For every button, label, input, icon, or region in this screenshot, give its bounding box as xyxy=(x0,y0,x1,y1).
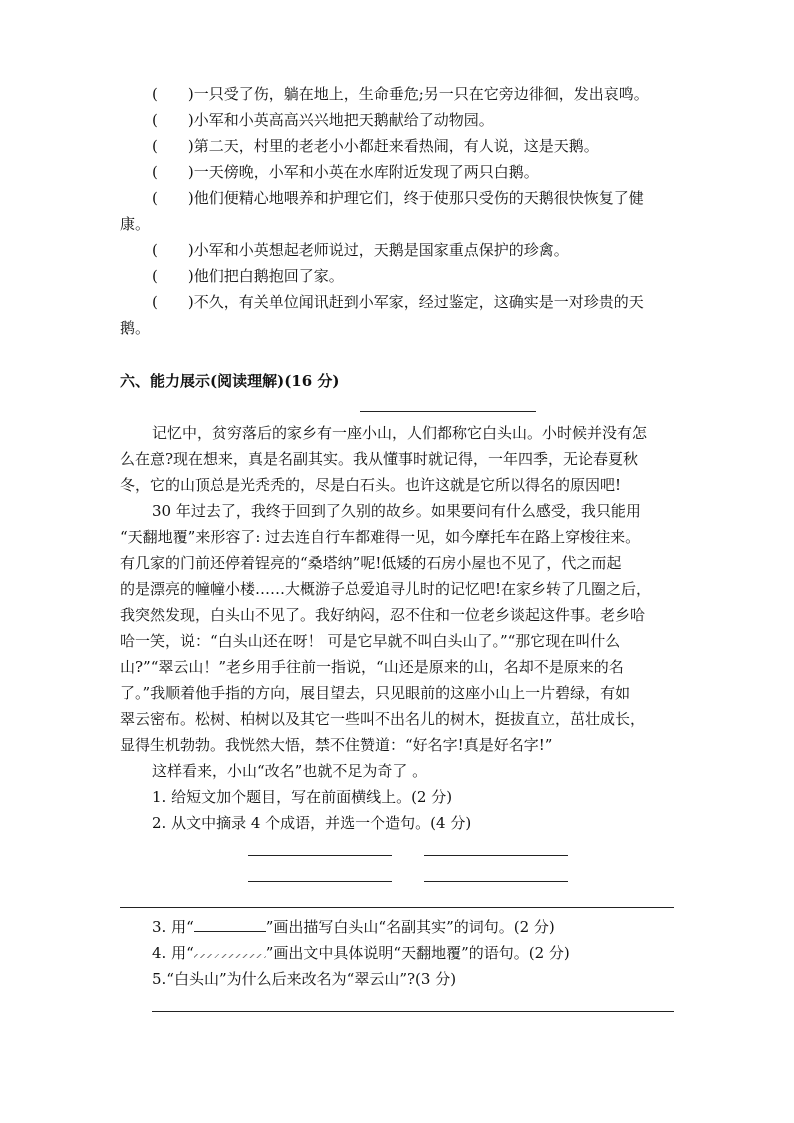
ordering-item-continuation: 鹅。 xyxy=(120,319,151,337)
passage-line: 30 年过去了，我终于回到了久别的故乡。如果要问有什么感受，我只能用 xyxy=(152,502,641,520)
passage-line: 么在意?现在想来，真是名副其实。我从懂事时就记得，一年四季，无论春夏秋 xyxy=(120,450,639,468)
idiom-answer-line[interactable] xyxy=(424,881,568,882)
ordering-item: ( )他们便精心地喂养和护理它们，终于使那只受伤的天鹅很快恢复了健 xyxy=(152,189,644,207)
passage-line: 的是漂亮的幢幢小楼……大概游子总爱追寻儿时的记忆吧!在家乡转了几圈之后， xyxy=(120,580,652,598)
question-4: 4. 用“ ”画出文中具体说明“天翻地覆”的语句。(2 分) xyxy=(152,944,570,962)
ordering-item-continuation: 康。 xyxy=(120,215,151,233)
ordering-item: ( )一天傍晚，小军和小英在水库附近发现了两只白鹅。 xyxy=(152,163,539,181)
question-2: 2. 从文中摘录 4 个成语，并选一个造句。(4 分) xyxy=(152,814,472,832)
question-3: 3. 用“ ”画出描写白头山“名副其实”的词句。(2 分) xyxy=(152,918,555,936)
title-answer-line[interactable] xyxy=(360,411,536,412)
section-title: 六、能力展示(阅读理解)(16 分) xyxy=(120,372,340,390)
passage-line: 冬，它的山顶总是光秃秃的，尽是白石头。也许这就是它所以得名的原因吧! xyxy=(120,476,622,494)
ordering-item: ( )小军和小英高高兴兴地把天鹅献给了动物园。 xyxy=(152,111,494,129)
passage-line: 显得生机勃勃。我恍然大悟，禁不住赞道：“好名字!真是好名字!” xyxy=(120,736,553,754)
passage-line: 山?”“翠云山！”老乡用手往前一指说，“山还是原来的山，名却不是原来的名 xyxy=(120,658,624,676)
idiom-answer-line[interactable] xyxy=(424,855,568,856)
question-1: 1. 给短文加个题目，写在前面横线上。(2 分) xyxy=(152,788,453,806)
ordering-item: ( )第二天，村里的老老小小都赶来看热闹，有人说，这是天鹅。 xyxy=(152,137,599,155)
passage-line: 我突然发现，白头山不见了。我好纳闷，忍不住和一位老乡谈起这件事。老乡哈 xyxy=(120,606,646,624)
sentence-answer-line[interactable] xyxy=(120,907,674,908)
straight-underline-sample xyxy=(194,917,266,932)
idiom-answer-line[interactable] xyxy=(248,881,392,882)
ordering-item: ( )小军和小英想起老师说过，天鹅是国家重点保护的珍禽。 xyxy=(152,241,569,259)
passage-line: 了。”我顺着他手指的方向，展目望去，只见眼前的这座小山上一片碧绿，有如 xyxy=(120,684,631,702)
passage-line: 哈一笑，说：“白头山还在呀！ 可是它早就不叫白头山了。”“那它现在叫什么 xyxy=(120,632,621,650)
passage-line: 翠云密布。松树、柏树以及其它一些叫不出名儿的树木，挺拔直立，茁壮成长， xyxy=(120,710,646,728)
passage-line: 有几家的门前还停着锃亮的“桑塔纳”呢!低矮的石房小屋也不见了，代之而起 xyxy=(120,554,622,572)
passage-line: 记忆中，贫穷落后的家乡有一座小山，人们都称它白头山。小时候并没有怎 xyxy=(152,424,648,442)
ordering-item: ( )一只受了伤，躺在地上，生命垂危;另一只在它旁边徘徊，发出哀鸣。 xyxy=(152,85,649,103)
passage-line: “天翻地覆”来形容了: 过去连自行车都难得一见，如今摩托车在路上穿梭往来。 xyxy=(120,528,641,546)
question-5: 5.“白头山”为什么后来改名为“翠云山”?(3 分) xyxy=(152,970,457,988)
passage-line: 这样看来，小山“改名”也就不足为奇了 。 xyxy=(152,762,428,780)
ordering-item: ( )不久，有关单位闻讯赶到小军家，经过鉴定，这确实是一对珍贵的天 xyxy=(152,293,644,311)
q5-answer-line[interactable] xyxy=(152,1011,674,1012)
idiom-answer-line[interactable] xyxy=(248,855,392,856)
wavy-underline-sample xyxy=(194,944,266,958)
ordering-item: ( )他们把白鹅抱回了家。 xyxy=(152,267,344,285)
